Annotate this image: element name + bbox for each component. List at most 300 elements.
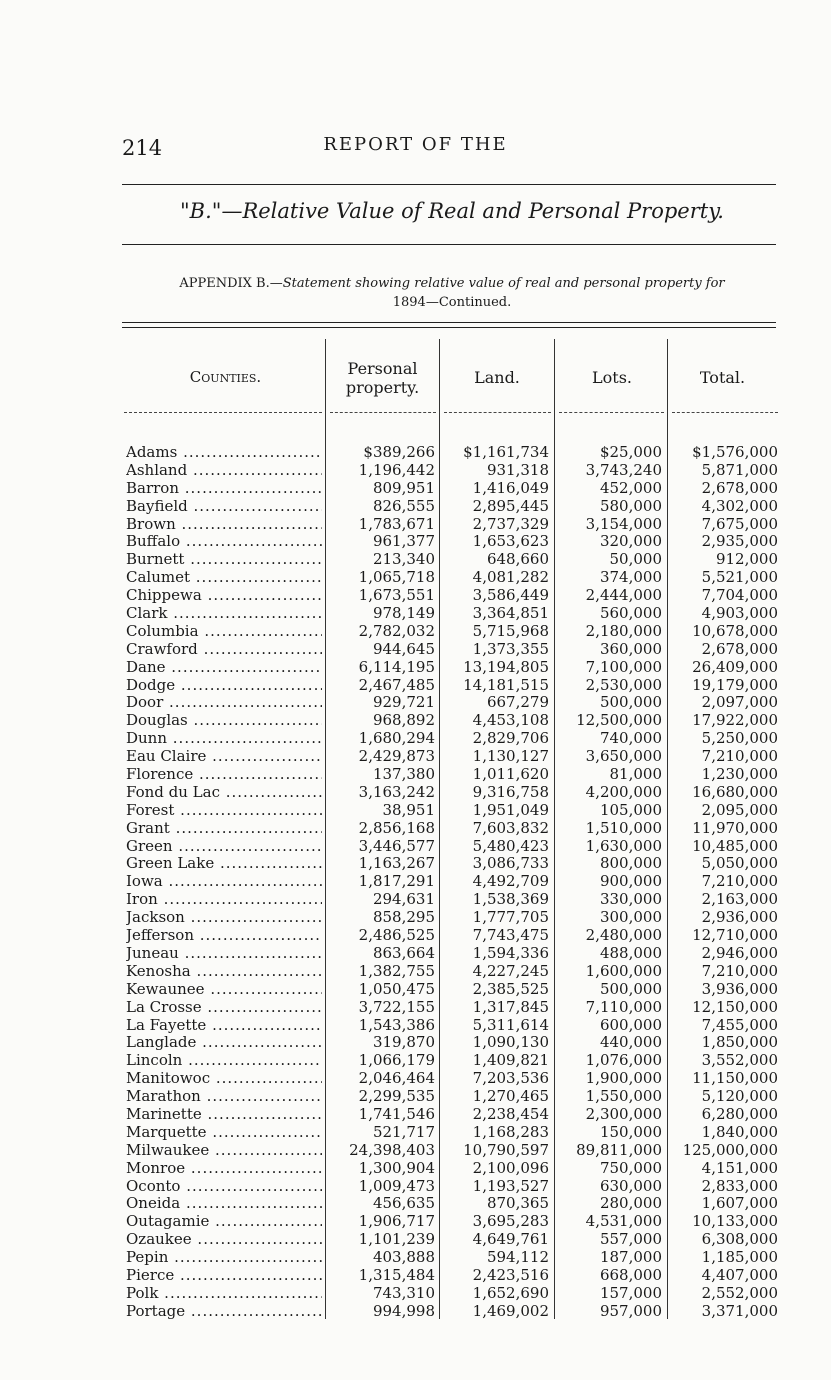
total-cell: 2,833,000 xyxy=(701,1176,778,1195)
lots-cell: 4,200,000 xyxy=(585,782,662,801)
caption-italic: Statement showing relative value of real and personal property for xyxy=(282,276,725,291)
land-cell: 1,594,336 xyxy=(472,943,549,962)
county-cell: Milwaukee ..... xyxy=(126,1141,322,1159)
county-cell: Iron ..... xyxy=(126,890,322,908)
total-cell: 4,151,000 xyxy=(701,1158,778,1177)
lots-cell: 668,000 xyxy=(599,1265,662,1284)
land-cell: $1,161,734 xyxy=(463,443,549,461)
personal-cell: $389,266 xyxy=(363,443,435,461)
total-cell: 7,210,000 xyxy=(701,961,778,980)
total-cell: 26,409,000 xyxy=(692,657,778,676)
personal-cell: 858,295 xyxy=(372,908,435,927)
page-number: 214 xyxy=(122,136,163,160)
county-cell: Clark ..... xyxy=(126,604,322,622)
land-cell: 2,895,445 xyxy=(472,496,549,515)
county-cell: Columbia ..... xyxy=(126,622,322,640)
table-row xyxy=(0,693,831,711)
county-cell: Kewaunee ..... xyxy=(126,980,322,998)
land-cell: 2,829,706 xyxy=(472,729,549,748)
lots-cell: 4,531,000 xyxy=(585,1212,662,1231)
county-cell: Barron ..... xyxy=(126,479,322,497)
land-cell: 3,086,733 xyxy=(472,854,549,873)
land-cell: 4,453,108 xyxy=(472,711,549,730)
county-cell: Jackson ..... xyxy=(126,908,322,926)
total-cell: 2,936,000 xyxy=(701,908,778,927)
table-row xyxy=(0,908,831,926)
personal-cell: 1,543,386 xyxy=(358,1015,435,1034)
total-cell: 2,678,000 xyxy=(701,478,778,497)
land-cell: 5,311,614 xyxy=(472,1015,549,1034)
county-cell: Chippewa ..... xyxy=(126,586,322,604)
total-cell: 1,607,000 xyxy=(701,1194,778,1213)
personal-cell: 2,856,168 xyxy=(358,818,435,837)
header-total: Total. xyxy=(699,368,746,387)
total-cell: 5,521,000 xyxy=(701,568,778,587)
lots-cell: 750,000 xyxy=(599,1158,662,1177)
personal-cell: 743,310 xyxy=(372,1283,435,1302)
total-cell: 2,935,000 xyxy=(701,532,778,551)
personal-cell: 456,635 xyxy=(372,1194,435,1213)
table-top-rule xyxy=(122,322,776,323)
land-cell: 2,238,454 xyxy=(472,1104,549,1123)
lots-cell: 2,480,000 xyxy=(585,926,662,945)
lots-cell: 560,000 xyxy=(599,604,662,623)
table-row xyxy=(0,676,831,694)
total-cell: 10,678,000 xyxy=(692,621,778,640)
title-rule xyxy=(122,244,776,245)
personal-cell: 944,645 xyxy=(372,639,435,658)
table-row xyxy=(0,1159,831,1177)
lots-cell: 89,811,000 xyxy=(576,1140,662,1159)
caption-lead: APPENDIX B.— xyxy=(179,276,283,291)
lots-cell: 1,900,000 xyxy=(585,1069,662,1088)
personal-cell: 2,046,464 xyxy=(358,1069,435,1088)
personal-cell: 968,892 xyxy=(372,711,435,730)
personal-cell: 1,050,475 xyxy=(358,979,435,998)
county-cell: Ashland ..... xyxy=(126,461,322,479)
table-row xyxy=(0,1266,831,1284)
total-cell: 11,970,000 xyxy=(692,818,778,837)
county-cell: Oconto ..... xyxy=(126,1177,322,1195)
county-cell: Portage ..... xyxy=(126,1302,322,1320)
land-cell: 5,480,423 xyxy=(472,836,549,855)
personal-cell: 863,664 xyxy=(372,943,435,962)
personal-cell: 961,377 xyxy=(372,532,435,551)
total-cell: 3,371,000 xyxy=(701,1301,778,1320)
personal-cell: 319,870 xyxy=(372,1033,435,1052)
lots-cell: 280,000 xyxy=(599,1194,662,1213)
table-row xyxy=(0,998,831,1016)
lots-cell: 320,000 xyxy=(599,532,662,551)
county-cell: Pepin ..... xyxy=(126,1248,322,1266)
personal-cell: 294,631 xyxy=(372,890,435,909)
table-row xyxy=(0,926,831,944)
land-cell: 2,737,329 xyxy=(472,514,549,533)
table-caption xyxy=(122,274,782,312)
total-cell: 17,922,000 xyxy=(692,711,778,730)
personal-cell: 1,196,442 xyxy=(358,460,435,479)
table-row xyxy=(0,622,831,640)
land-cell: 1,416,049 xyxy=(472,478,549,497)
land-cell: 2,100,096 xyxy=(472,1158,549,1177)
county-cell: Pierce ..... xyxy=(126,1266,322,1284)
land-cell: 3,586,449 xyxy=(472,586,549,605)
land-cell: 3,364,851 xyxy=(472,604,549,623)
total-cell: 1,850,000 xyxy=(701,1033,778,1052)
table-row xyxy=(0,1194,831,1212)
county-cell: Kenosha ..... xyxy=(126,962,322,980)
lots-cell: 3,743,240 xyxy=(585,460,662,479)
table-row xyxy=(0,711,831,729)
land-cell: 1,373,355 xyxy=(472,639,549,658)
total-cell: 1,840,000 xyxy=(701,1122,778,1141)
personal-cell: 6,114,195 xyxy=(358,657,435,676)
land-cell: 5,715,968 xyxy=(472,621,549,640)
table-row xyxy=(0,550,831,568)
total-cell: 5,871,000 xyxy=(701,460,778,479)
total-cell: 19,179,000 xyxy=(692,675,778,694)
caption-tail: 1894—Continued. xyxy=(392,295,512,310)
total-cell: 7,455,000 xyxy=(701,1015,778,1034)
table-row xyxy=(0,1141,831,1159)
land-cell: 1,317,845 xyxy=(472,997,549,1016)
county-cell: Marquette ..... xyxy=(126,1123,322,1141)
county-cell: Fond du Lac ..... xyxy=(126,783,322,801)
county-cell: Door ..... xyxy=(126,693,322,711)
personal-cell: 809,951 xyxy=(372,478,435,497)
personal-cell: 2,782,032 xyxy=(358,621,435,640)
table-row xyxy=(0,765,831,783)
table-row xyxy=(0,1177,831,1195)
land-cell: 2,423,516 xyxy=(472,1265,549,1284)
lots-cell: 7,110,000 xyxy=(585,997,662,1016)
personal-cell: 213,340 xyxy=(372,550,435,569)
land-cell: 4,227,245 xyxy=(472,961,549,980)
lots-cell: 105,000 xyxy=(599,800,662,819)
personal-cell: 1,680,294 xyxy=(358,729,435,748)
personal-cell: 38,951 xyxy=(382,800,435,819)
county-cell: Marinette ..... xyxy=(126,1105,322,1123)
lots-cell: 1,600,000 xyxy=(585,961,662,980)
land-cell: 13,194,805 xyxy=(463,657,549,676)
personal-cell: 1,163,267 xyxy=(358,854,435,873)
table-row xyxy=(0,1123,831,1141)
table-row xyxy=(0,1087,831,1105)
header-counties: Counties. xyxy=(189,368,262,386)
total-cell: 6,308,000 xyxy=(701,1230,778,1249)
lots-cell: 452,000 xyxy=(599,478,662,497)
land-cell: 1,090,130 xyxy=(472,1033,549,1052)
county-cell: Jefferson ..... xyxy=(126,926,322,944)
land-cell: 667,279 xyxy=(486,693,549,712)
personal-cell: 2,467,485 xyxy=(358,675,435,694)
header-lots: Lots. xyxy=(592,368,632,387)
table-row xyxy=(0,1248,831,1266)
table-row xyxy=(0,479,831,497)
total-cell: 6,280,000 xyxy=(701,1104,778,1123)
table-row xyxy=(0,729,831,747)
lots-cell: 488,000 xyxy=(599,943,662,962)
total-cell: 125,000,000 xyxy=(682,1140,778,1159)
county-cell: Iowa ..... xyxy=(126,872,322,890)
county-cell: Burnett ..... xyxy=(126,550,322,568)
header-personal-property: Personal property. xyxy=(345,358,420,397)
total-cell: 1,185,000 xyxy=(701,1248,778,1267)
county-cell: Douglas ..... xyxy=(126,711,322,729)
lots-cell: 800,000 xyxy=(599,854,662,873)
lots-cell: 440,000 xyxy=(599,1033,662,1052)
land-cell: 648,660 xyxy=(486,550,549,569)
county-cell: Dunn ..... xyxy=(126,729,322,747)
county-cell: La Crosse ..... xyxy=(126,998,322,1016)
personal-cell: 521,717 xyxy=(372,1122,435,1141)
table-row xyxy=(0,658,831,676)
total-cell: 4,302,000 xyxy=(701,496,778,515)
personal-cell: 1,066,179 xyxy=(358,1051,435,1070)
land-cell: 7,603,832 xyxy=(472,818,549,837)
personal-cell: 137,380 xyxy=(372,765,435,784)
personal-cell: 1,315,484 xyxy=(358,1265,435,1284)
personal-cell: 826,555 xyxy=(372,496,435,515)
land-cell: 594,112 xyxy=(486,1248,549,1267)
top-rule xyxy=(122,184,776,185)
header-underline xyxy=(559,412,664,413)
table-row xyxy=(0,819,831,837)
lots-cell: $25,000 xyxy=(599,443,662,461)
total-cell: 16,680,000 xyxy=(692,782,778,801)
county-cell: Lincoln ..... xyxy=(126,1051,322,1069)
lots-cell: 500,000 xyxy=(599,693,662,712)
total-cell: 11,150,000 xyxy=(692,1069,778,1088)
personal-cell: 1,009,473 xyxy=(358,1176,435,1195)
lots-cell: 150,000 xyxy=(599,1122,662,1141)
lots-cell: 500,000 xyxy=(599,979,662,998)
personal-cell: 3,722,155 xyxy=(358,997,435,1016)
table-row xyxy=(0,783,831,801)
total-cell: 7,210,000 xyxy=(701,747,778,766)
table-row xyxy=(0,801,831,819)
header-underline xyxy=(330,412,436,413)
county-cell: Eau Claire ..... xyxy=(126,747,322,765)
land-cell: 1,951,049 xyxy=(472,800,549,819)
table-row xyxy=(0,586,831,604)
lots-cell: 2,444,000 xyxy=(585,586,662,605)
lots-cell: 7,100,000 xyxy=(585,657,662,676)
county-cell: Dodge ..... xyxy=(126,676,322,694)
lots-cell: 957,000 xyxy=(599,1301,662,1320)
lots-cell: 3,650,000 xyxy=(585,747,662,766)
personal-cell: 3,163,242 xyxy=(358,782,435,801)
table-row xyxy=(0,890,831,908)
table-row xyxy=(0,568,831,586)
land-cell: 7,203,536 xyxy=(472,1069,549,1088)
land-cell: 1,193,527 xyxy=(472,1176,549,1195)
lots-cell: 157,000 xyxy=(599,1283,662,1302)
table-row xyxy=(0,1230,831,1248)
lots-cell: 81,000 xyxy=(609,765,662,784)
section-title: "B."—Relative Value of Real and Personal Property. xyxy=(180,199,724,223)
lots-cell: 300,000 xyxy=(599,908,662,927)
lots-cell: 580,000 xyxy=(599,496,662,515)
land-cell: 1,168,283 xyxy=(472,1122,549,1141)
lots-cell: 12,500,000 xyxy=(576,711,662,730)
table-row xyxy=(0,604,831,622)
personal-cell: 2,299,535 xyxy=(358,1087,435,1106)
lots-cell: 1,550,000 xyxy=(585,1087,662,1106)
land-cell: 1,130,127 xyxy=(472,747,549,766)
county-cell: Juneau ..... xyxy=(126,944,322,962)
total-cell: 2,678,000 xyxy=(701,639,778,658)
personal-cell: 1,382,755 xyxy=(358,961,435,980)
header-land: Land. xyxy=(474,368,520,387)
table-row xyxy=(0,872,831,890)
table-row xyxy=(0,532,831,550)
lots-cell: 2,180,000 xyxy=(585,621,662,640)
personal-cell: 24,398,403 xyxy=(349,1140,435,1159)
table-row xyxy=(0,497,831,515)
table-row xyxy=(0,1051,831,1069)
total-cell: 5,120,000 xyxy=(701,1087,778,1106)
lots-cell: 3,154,000 xyxy=(585,514,662,533)
land-cell: 1,469,002 xyxy=(472,1301,549,1320)
personal-cell: 1,300,904 xyxy=(358,1158,435,1177)
total-cell: 2,163,000 xyxy=(701,890,778,909)
table-row xyxy=(0,515,831,533)
total-cell: 7,675,000 xyxy=(701,514,778,533)
county-cell: Langlade ..... xyxy=(126,1033,322,1051)
table-row xyxy=(0,854,831,872)
table-row xyxy=(0,640,831,658)
table-row xyxy=(0,443,831,461)
header-underline xyxy=(672,412,778,413)
total-cell: 4,903,000 xyxy=(701,604,778,623)
county-cell: Monroe ..... xyxy=(126,1159,322,1177)
county-cell: Marathon ..... xyxy=(126,1087,322,1105)
land-cell: 1,270,465 xyxy=(472,1087,549,1106)
county-cell: Calumet ..... xyxy=(126,568,322,586)
table-row xyxy=(0,962,831,980)
land-cell: 4,649,761 xyxy=(472,1230,549,1249)
land-cell: 9,316,758 xyxy=(472,782,549,801)
total-cell: 912,000 xyxy=(715,550,778,569)
personal-cell: 2,486,525 xyxy=(358,926,435,945)
table-row xyxy=(0,1016,831,1034)
lots-cell: 330,000 xyxy=(599,890,662,909)
county-cell: La Fayette ..... xyxy=(126,1016,322,1034)
personal-cell: 1,673,551 xyxy=(358,586,435,605)
county-cell: Adams ..... xyxy=(126,443,322,461)
personal-cell: 1,101,239 xyxy=(358,1230,435,1249)
header-underline xyxy=(124,412,322,413)
county-cell: Green Lake ..... xyxy=(126,854,322,872)
lots-cell: 1,630,000 xyxy=(585,836,662,855)
table-top-rule-2 xyxy=(122,327,776,328)
total-cell: $1,576,000 xyxy=(692,443,778,461)
lots-cell: 2,530,000 xyxy=(585,675,662,694)
total-cell: 10,485,000 xyxy=(692,836,778,855)
land-cell: 2,385,525 xyxy=(472,979,549,998)
county-cell: Florence ..... xyxy=(126,765,322,783)
lots-cell: 360,000 xyxy=(599,639,662,658)
personal-cell: 2,429,873 xyxy=(358,747,435,766)
lots-cell: 740,000 xyxy=(599,729,662,748)
table-row xyxy=(0,837,831,855)
land-cell: 1,652,690 xyxy=(472,1283,549,1302)
personal-cell: 403,888 xyxy=(372,1248,435,1267)
lots-cell: 630,000 xyxy=(599,1176,662,1195)
header-underline xyxy=(444,412,551,413)
county-cell: Grant ..... xyxy=(126,819,322,837)
total-cell: 12,710,000 xyxy=(692,926,778,945)
total-cell: 7,704,000 xyxy=(701,586,778,605)
lots-cell: 187,000 xyxy=(599,1248,662,1267)
land-cell: 3,695,283 xyxy=(472,1212,549,1231)
personal-cell: 929,721 xyxy=(372,693,435,712)
county-cell: Dane ..... xyxy=(126,658,322,676)
county-cell: Bayfield ..... xyxy=(126,497,322,515)
table-body xyxy=(0,443,831,1320)
total-cell: 5,050,000 xyxy=(701,854,778,873)
total-cell: 2,095,000 xyxy=(701,800,778,819)
county-cell: Outagamie ..... xyxy=(126,1212,322,1230)
land-cell: 1,409,821 xyxy=(472,1051,549,1070)
table-row xyxy=(0,1105,831,1123)
table-row xyxy=(0,1302,831,1320)
land-cell: 931,318 xyxy=(486,460,549,479)
county-cell: Buffalo ..... xyxy=(126,532,322,550)
total-cell: 2,097,000 xyxy=(701,693,778,712)
land-cell: 1,777,705 xyxy=(472,908,549,927)
lots-cell: 2,300,000 xyxy=(585,1104,662,1123)
land-cell: 1,538,369 xyxy=(472,890,549,909)
total-cell: 10,133,000 xyxy=(692,1212,778,1231)
county-cell: Green ..... xyxy=(126,837,322,855)
lots-cell: 900,000 xyxy=(599,872,662,891)
personal-cell: 1,906,717 xyxy=(358,1212,435,1231)
personal-cell: 994,998 xyxy=(372,1301,435,1320)
land-cell: 1,653,623 xyxy=(472,532,549,551)
table-row xyxy=(0,1212,831,1230)
land-cell: 4,492,709 xyxy=(472,872,549,891)
personal-cell: 1,783,671 xyxy=(358,514,435,533)
lots-cell: 1,076,000 xyxy=(585,1051,662,1070)
table-row xyxy=(0,1069,831,1087)
county-cell: Crawford ..... xyxy=(126,640,322,658)
total-cell: 2,946,000 xyxy=(701,943,778,962)
total-cell: 12,150,000 xyxy=(692,997,778,1016)
personal-cell: 1,741,546 xyxy=(358,1104,435,1123)
table-row xyxy=(0,944,831,962)
personal-cell: 3,446,577 xyxy=(358,836,435,855)
county-cell: Brown ..... xyxy=(126,515,322,533)
county-cell: Ozaukee ..... xyxy=(126,1230,322,1248)
table-row xyxy=(0,1284,831,1302)
lots-cell: 50,000 xyxy=(609,550,662,569)
county-cell: Polk ..... xyxy=(126,1284,322,1302)
total-cell: 7,210,000 xyxy=(701,872,778,891)
personal-cell: 1,817,291 xyxy=(358,872,435,891)
total-cell: 3,552,000 xyxy=(701,1051,778,1070)
total-cell: 5,250,000 xyxy=(701,729,778,748)
land-cell: 1,011,620 xyxy=(472,765,549,784)
running-head: REPORT OF THE xyxy=(323,134,508,155)
county-cell: Forest ..... xyxy=(126,801,322,819)
county-cell: Oneida ..... xyxy=(126,1194,322,1212)
personal-cell: 1,065,718 xyxy=(358,568,435,587)
table-row xyxy=(0,747,831,765)
land-cell: 4,081,282 xyxy=(472,568,549,587)
table-row xyxy=(0,1033,831,1051)
